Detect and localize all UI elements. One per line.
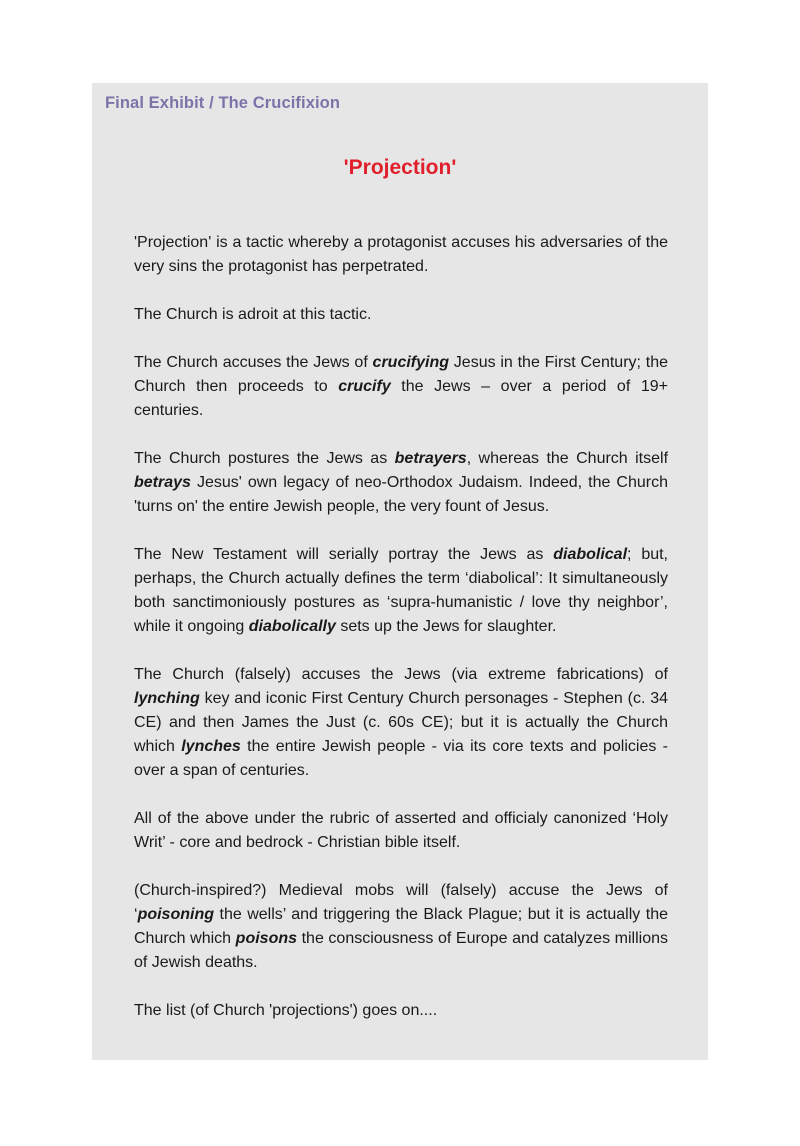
text-run: key and iconic First Century Church personages - Stephen (c. 34 CE) and then James the Just (c. 60s CE); but it is actually the Church which — [134, 690, 668, 755]
emphasis-betrayers: betrayers — [394, 450, 467, 467]
emphasis-crucifying: crucifying — [372, 354, 450, 371]
paragraph-4 — [134, 447, 668, 519]
emphasis-crucify: crucify — [338, 378, 391, 395]
text-run: Jesus in the First Century; the Church then proceeds to — [134, 354, 668, 395]
text-run: (Church-inspired?) Medieval mobs will (falsely) accuse the Jews of ‘ — [134, 882, 668, 923]
exhibit-panel — [92, 83, 708, 1060]
paragraph-2: The Church is adroit at this tactic. — [134, 306, 372, 323]
text-run: The Church (falsely) accuses the Jews (via extreme fabrications) of — [134, 666, 668, 683]
paragraph-1: 'Projection' is a tactic whereby a protagonist accuses his adversaries of the very sins the protagonist has perpetrated. — [134, 234, 668, 275]
text-run: The Church postures the Jews as — [134, 450, 395, 467]
emphasis-poisoning: poisoning — [137, 906, 214, 923]
paragraph-6 — [134, 663, 668, 783]
emphasis-betrays: betrays — [134, 474, 191, 491]
text-run: the wells’ and triggering the Black Plague; but it is actually the Church which — [134, 906, 668, 947]
emphasis-poisons: poisons — [235, 930, 298, 947]
text-run: sets up the Jews for slaughter. — [335, 618, 557, 635]
text-run: the Jews – over a period of 19+ centuries. — [134, 378, 669, 419]
text-run: the consciousness of Europe and catalyzes millions of Jewish deaths. — [134, 930, 669, 971]
text-run: The Church accuses the Jews of — [134, 354, 373, 371]
paragraph-3 — [134, 351, 668, 423]
text-run: the entire Jewish people - via its core texts and policies - over a span of centuries. — [134, 738, 668, 779]
emphasis-diabolical: diabolical — [553, 546, 628, 563]
text-run: Jesus' own legacy of neo-Orthodox Judaism. Indeed, the Church 'turns on' the entire Jewish people, the very fount of Jesus. — [134, 474, 668, 515]
paragraph-5 — [134, 543, 668, 639]
emphasis-lynching: lynching — [134, 690, 200, 707]
section-header: Final Exhibit / The Crucifixion — [105, 94, 341, 112]
emphasis-diabolically: diabolically — [248, 618, 336, 635]
paragraph-8 — [134, 879, 668, 975]
paragraph-9: The list (of Church 'projections') goes on.... — [134, 1002, 438, 1019]
text-run: The New Testament will serially portray the Jews as — [134, 546, 554, 563]
text-run: ; but, perhaps, the Church actually defines the term ‘diabolical’: It simultaneously both sanctimoniously postures as ‘supra-humanistic / love thy neighbor’, while it ongoing — [134, 546, 669, 635]
paragraph-7: All of the above under the rubric of asserted and officialy canonized ‘Holy Writ’ - core and bedrock - Christian bible itself. — [134, 810, 668, 851]
body-text — [134, 231, 668, 1047]
emphasis-lynches: lynches — [181, 738, 241, 755]
page-title: 'Projection' — [343, 156, 457, 179]
text-run: , whereas the Church itself — [466, 450, 669, 467]
